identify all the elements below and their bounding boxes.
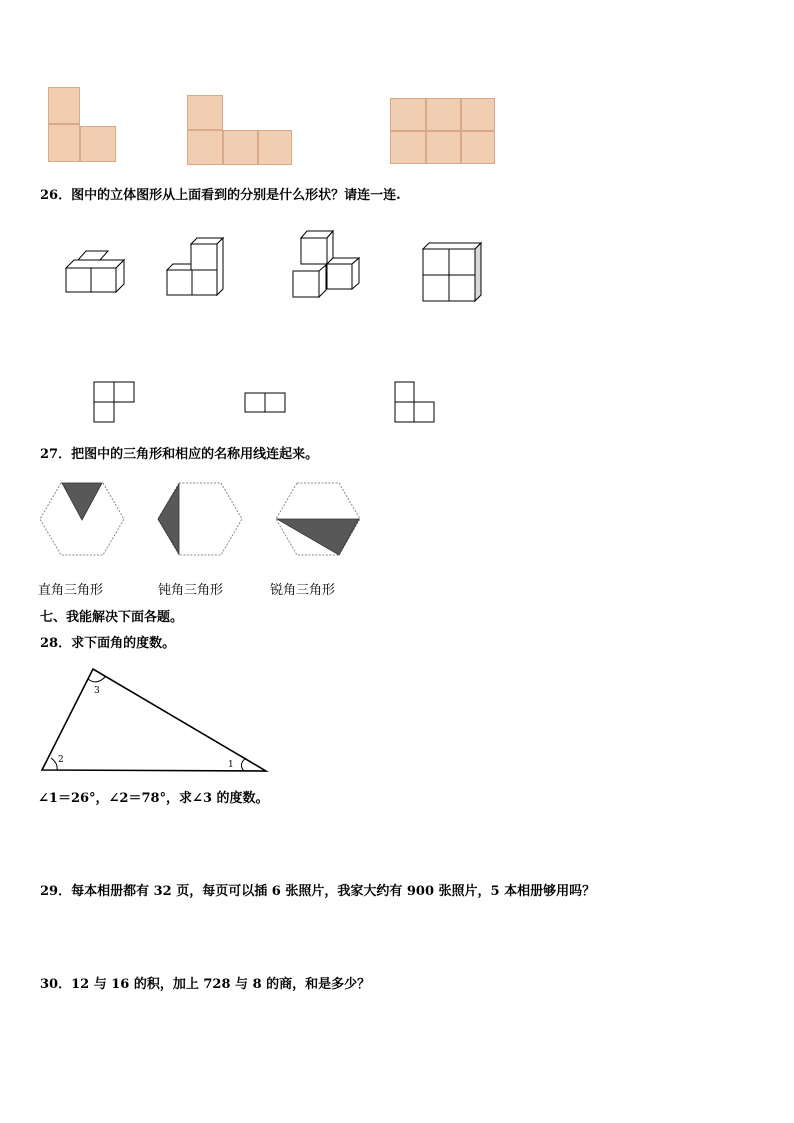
question-number: 29． [40, 884, 72, 899]
question-29 [40, 884, 595, 900]
label-right-triangle: 直角三角形 [38, 583, 104, 598]
label-acute-triangle: 锐角三角形 [270, 583, 336, 598]
section-title: 七、我能解决下面各题。 [40, 610, 184, 625]
question-text: 图中的立体图形从上面看到的分别是什么形状？请连一连. [71, 188, 401, 203]
question-text: 12 与 16 的积，加上 728 与 8 的商，和是多少？ [71, 977, 371, 992]
question-text: 把图中的三角形和相应的名称用线连起来。 [71, 447, 319, 462]
question-number: 26． [40, 188, 72, 203]
question-text: 每本相册都有 32 页，每页可以插 6 张照片，我家大约有 900 张照片，5 本相册够用吗？ [71, 884, 596, 899]
question-number: 27． [40, 447, 72, 462]
angle-label-3: 3 [94, 686, 100, 696]
question-30 [40, 977, 370, 993]
question-number: 30． [40, 977, 72, 992]
question-text: 求下面角的度数。 [71, 636, 176, 651]
label-obtuse-triangle: 钝角三角形 [158, 583, 224, 598]
angle-label-1: 1 [228, 760, 234, 770]
question-number: 28． [40, 636, 72, 651]
angle-label-2: 2 [58, 755, 64, 765]
angle-condition: ∠1＝26°，∠2＝78°，求∠3 的度数。 [38, 791, 269, 806]
